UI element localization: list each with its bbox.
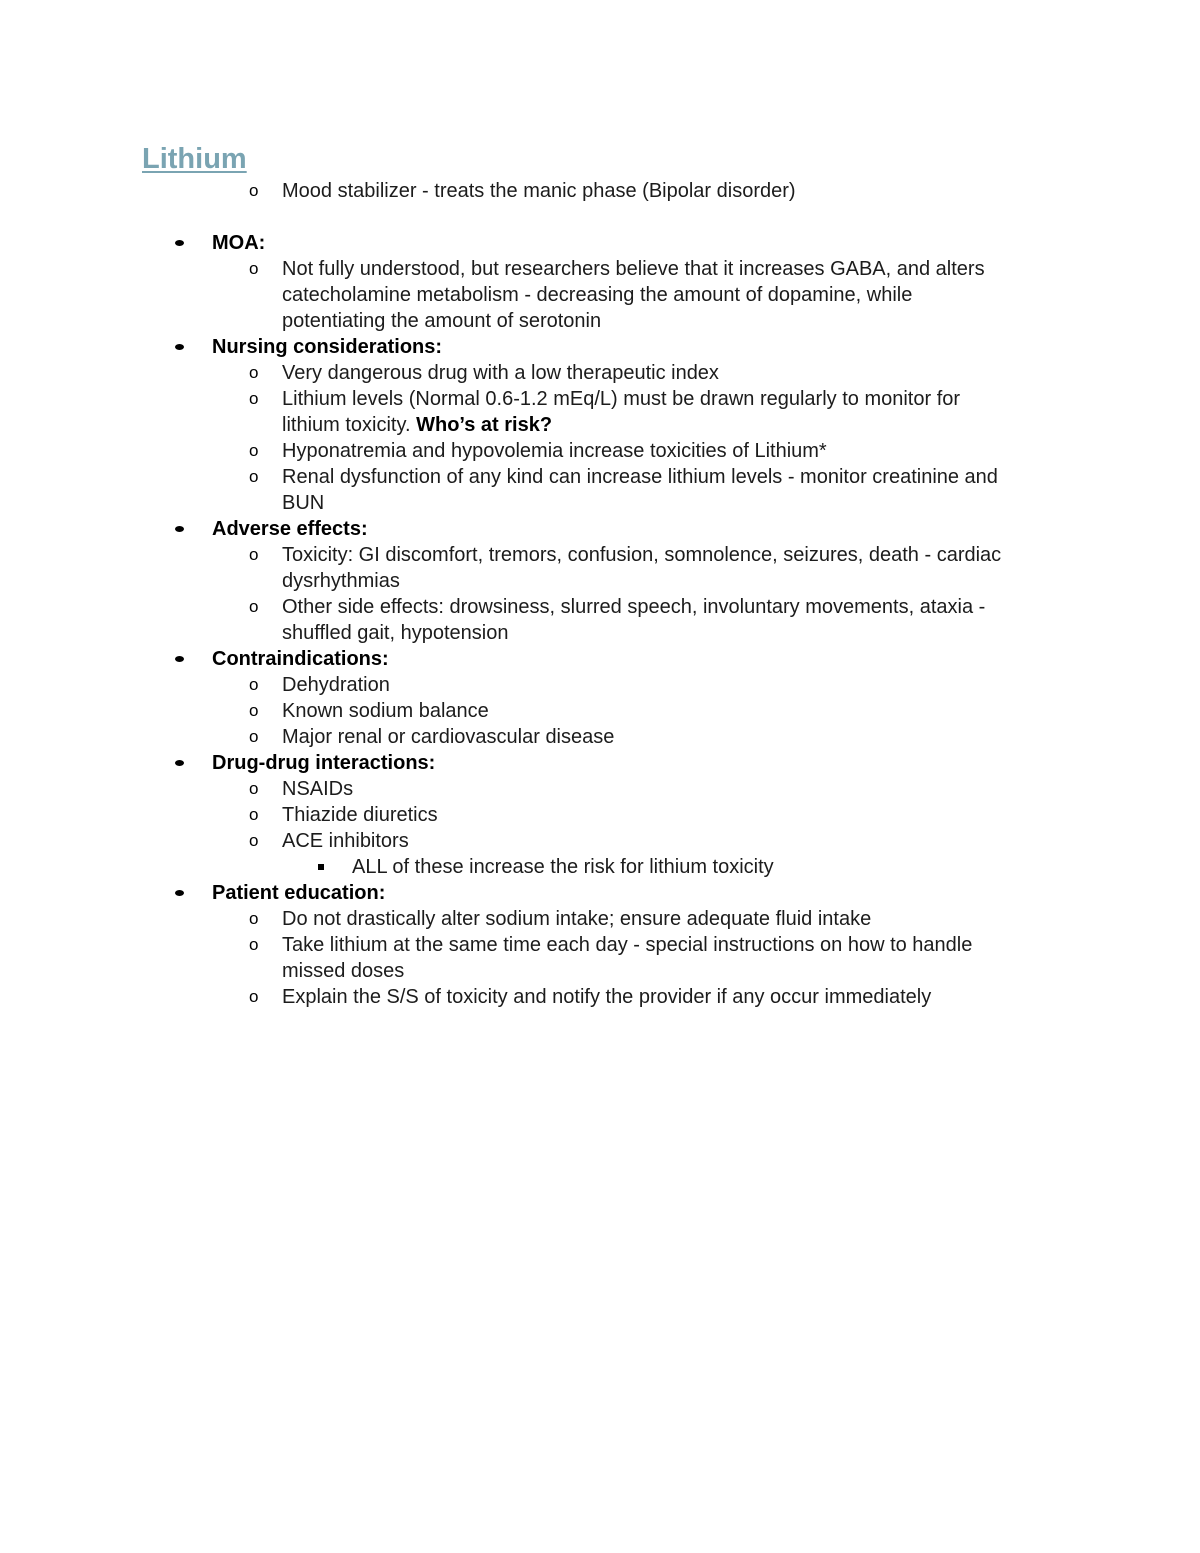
- circle-bullet-icon: o: [249, 935, 259, 954]
- section-heading: Contraindications:: [212, 648, 389, 670]
- list-item-line: BUN: [282, 492, 325, 514]
- list-item-line: Take lithium at the same time each day - special instructions on how to handle: [282, 934, 973, 956]
- section-heading: Adverse effects:: [212, 518, 368, 540]
- list-item-line: Toxicity: GI discomfort, tremors, confusion, somnolence, seizures, death - cardiac: [282, 544, 1002, 566]
- circle-bullet-icon: o: [249, 545, 259, 564]
- list-item-line: Lithium levels (Normal 0.6-1.2 mEq/L) must be drawn regularly to monitor for: [282, 388, 961, 410]
- list-item-line: Major renal or cardiovascular disease: [282, 726, 615, 748]
- circle-bullet-icon: o: [249, 181, 259, 200]
- square-bullet-icon: [318, 854, 326, 880]
- list-item-line: Hyponatremia and hypovolemia increase toxicities of Lithium*: [282, 440, 827, 462]
- circle-bullet-icon: o: [249, 805, 259, 824]
- circle-bullet-icon: o: [249, 831, 259, 850]
- circle-bullet-icon: o: [249, 389, 259, 408]
- section-heading: Drug-drug interactions:: [212, 752, 436, 774]
- list-item-line: shuffled gait, hypotension: [282, 622, 509, 644]
- nested-list-item: ALL of these increase the risk for lithium toxicity: [352, 856, 774, 878]
- circle-bullet-icon: o: [249, 441, 259, 460]
- intro-item: Mood stabilizer - treats the manic phase (Bipolar disorder): [282, 180, 796, 202]
- list-item-line: Explain the S/S of toxicity and notify the provider if any occur immediately: [282, 986, 932, 1008]
- circle-bullet-icon: o: [249, 259, 259, 278]
- page-title: Lithium: [142, 143, 247, 175]
- list-item-line: Other side effects: drowsiness, slurred speech, involuntary movements, ataxia -: [282, 596, 986, 618]
- circle-bullet-icon: o: [249, 909, 259, 928]
- list-item-line: ACE inhibitors: [282, 830, 409, 852]
- list-item-line: lithium toxicity. Who’s at risk?: [282, 414, 553, 436]
- list-item-line: missed doses: [282, 960, 405, 982]
- risk-question: Who’s at risk?: [410, 414, 553, 436]
- list-item-line: Not fully understood, but researchers believe that it increases GABA, and alters: [282, 258, 985, 280]
- circle-bullet-icon: o: [249, 675, 259, 694]
- bullet-dot-icon: [175, 334, 185, 360]
- bullet-dot-icon: [175, 646, 185, 672]
- circle-bullet-icon: o: [249, 727, 259, 746]
- bullet-dot-icon: [175, 880, 185, 906]
- list-item-line: Do not drastically alter sodium intake; ensure adequate fluid intake: [282, 908, 872, 930]
- circle-bullet-icon: o: [249, 597, 259, 616]
- list-item-line: Dehydration: [282, 674, 390, 696]
- circle-bullet-icon: o: [249, 701, 259, 720]
- section-heading: Patient education:: [212, 882, 386, 904]
- circle-bullet-icon: o: [249, 779, 259, 798]
- list-item-line: Renal dysfunction of any kind can increase lithium levels - monitor creatinine and: [282, 466, 998, 488]
- bullet-dot-icon: [175, 516, 185, 542]
- list-item-line: potentiating the amount of serotonin: [282, 310, 602, 332]
- list-item-line: Known sodium balance: [282, 700, 489, 722]
- bullet-dot-icon: [175, 230, 185, 256]
- circle-bullet-icon: o: [249, 987, 259, 1006]
- list-item-line: catecholamine metabolism - decreasing the amount of dopamine, while: [282, 284, 913, 306]
- circle-bullet-icon: o: [249, 363, 259, 382]
- bullet-dot-icon: [175, 750, 185, 776]
- list-item-line: NSAIDs: [282, 778, 354, 800]
- circle-bullet-icon: o: [249, 467, 259, 486]
- list-item-line: Thiazide diuretics: [282, 804, 438, 826]
- section-heading: MOA:: [212, 232, 266, 254]
- list-item-line: dysrhythmias: [282, 570, 400, 592]
- list-item-line: Very dangerous drug with a low therapeutic index: [282, 362, 719, 384]
- section-heading: Nursing considerations:: [212, 336, 443, 358]
